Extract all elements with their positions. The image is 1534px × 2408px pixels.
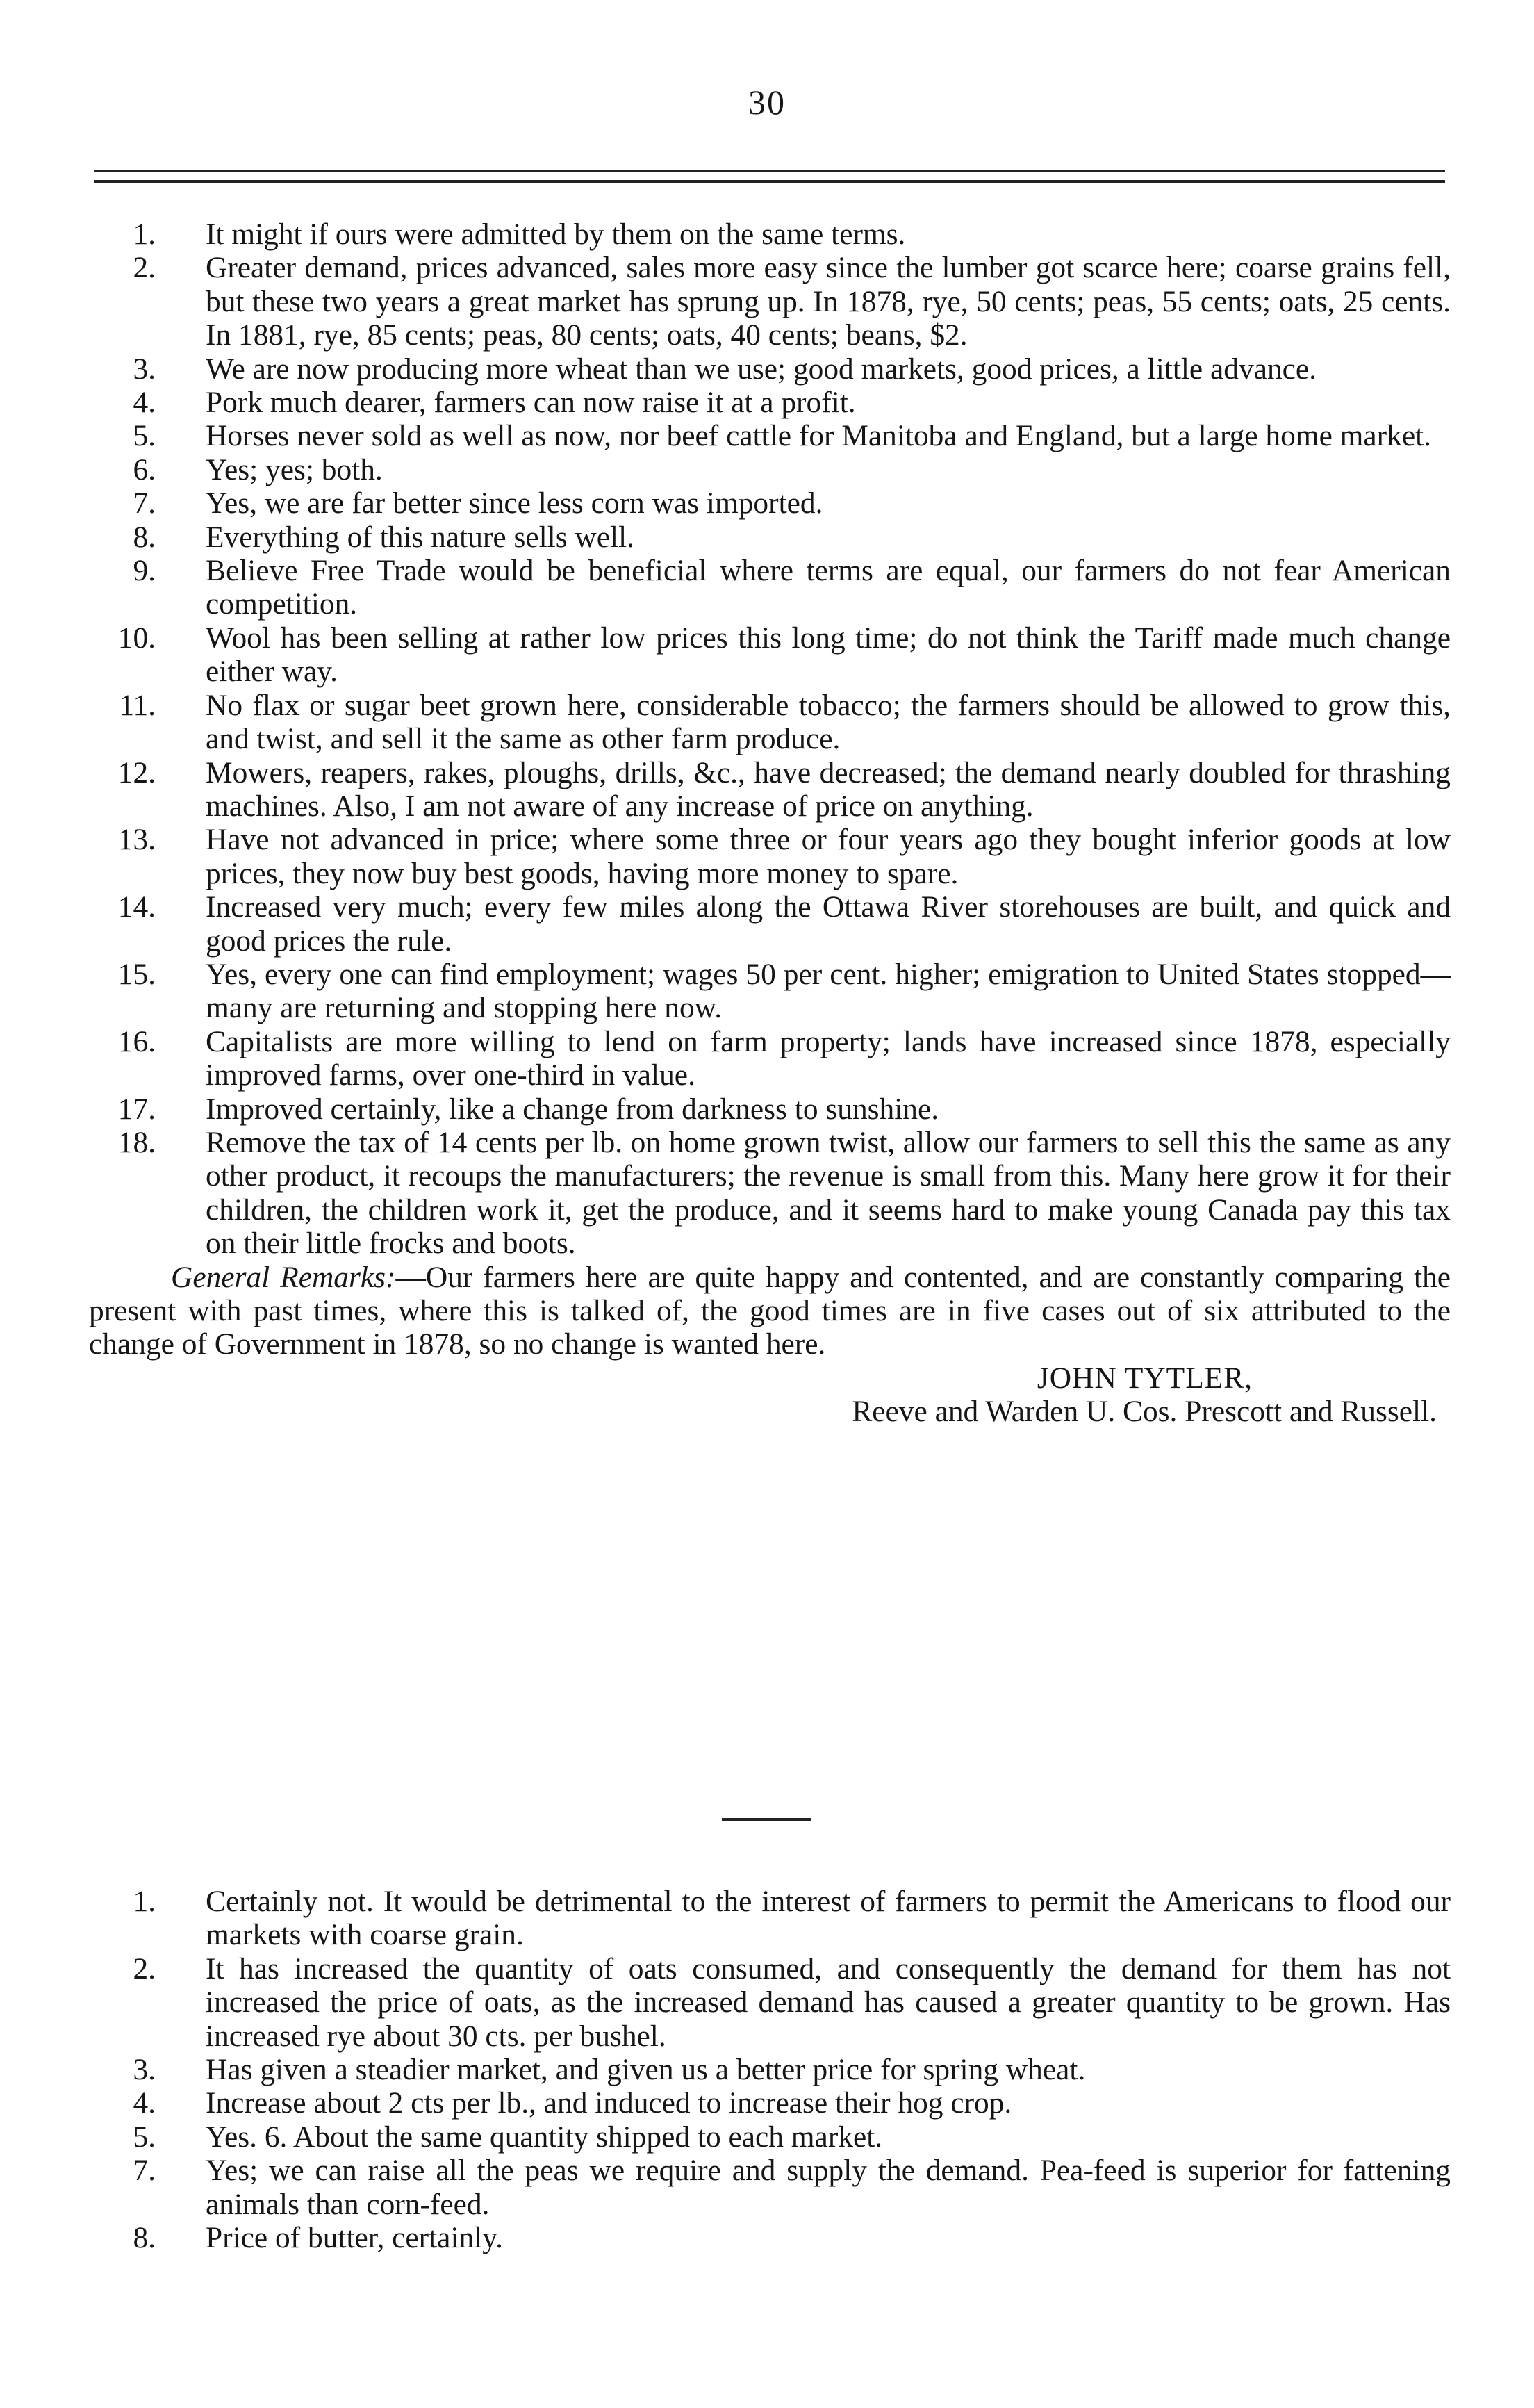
answer-text: Remove the tax of 14 cents per lb. on home grown twist, allow our farmers to sell this the same as any other product, it recoups the manufacturers; the revenue is small from this. Many here grow it for their children, the children work it, get the produce, and it seems hard to make young Canada pay this tax on their little frocks and boots. — [206, 1125, 1451, 1261]
answer-text: Have not advanced in price; where some three or four years ago they bought inferior goods at low prices, they now buy best goods, having more money to spare. — [206, 823, 1451, 890]
answer-text: Horses never sold as well as now, nor beef cattle for Manitoba and England, but a large home market. — [206, 419, 1431, 453]
answer-item — [89, 2086, 1451, 2120]
answer-text: Increase about 2 cts per lb., and induced to increase their hog crop. — [206, 2086, 1012, 2120]
signature-title: Reeve and Warden U. Cos. Prescott and Russell. — [852, 1395, 1437, 1429]
answer-item — [89, 890, 1451, 958]
answer-item — [89, 218, 1451, 251]
answer-text: Mowers, reapers, rakes, ploughs, drills, &c., have decreased; the demand nearly doubled for thrashing machines. Also, I am not aware of any increase of price on anything. — [206, 755, 1451, 823]
answer-item — [89, 1952, 1451, 2053]
answer-text: Pork much dearer, farmers can now raise it at a profit. — [206, 386, 856, 420]
answer-item — [89, 2154, 1451, 2221]
answer-number: 11. — [119, 688, 156, 722]
answer-item — [89, 958, 1451, 1025]
answer-number: 7. — [133, 486, 156, 521]
answer-number: 8. — [133, 2221, 156, 2255]
answer-number: 7. — [133, 2154, 156, 2188]
answers-section-tytler — [89, 218, 1451, 1429]
answer-text: Wool has been selling at rather low prices this long time; do not think the Tariff made much change either way. — [206, 621, 1451, 689]
answer-number: 14. — [117, 890, 156, 924]
answer-item — [89, 1025, 1451, 1092]
answer-number: 2. — [133, 251, 156, 285]
answer-text: Yes, we are far better since less corn was imported. — [206, 486, 823, 521]
answer-text: It has increased the quantity of oats consumed, and consequently the demand for them has not increased the price of oats, as the increased demand has caused a greater quantity to be grown. Has increased rye about 30 cts. per bushel. — [206, 1951, 1451, 2053]
answer-number: 5. — [133, 2120, 156, 2154]
answer-text: Yes. 6. About the same quantity shipped to each market. — [206, 2120, 883, 2154]
answer-item — [89, 2221, 1451, 2254]
answer-item — [89, 823, 1451, 890]
answer-number: 3. — [133, 2053, 156, 2087]
answer-item — [89, 1885, 1451, 1952]
answer-item — [89, 352, 1451, 386]
answer-item — [89, 756, 1451, 824]
answer-text: Increased very much; every few miles along the Ottawa River storehouses are built, and quick and good prices the rule. — [206, 890, 1451, 958]
answer-number: 9. — [133, 554, 156, 588]
page-number: 30 — [748, 83, 786, 122]
answer-text: Certainly not. It would be detrimental to the interest of farmers to permit the Americans to flood our markets with coarse grain. — [206, 1885, 1451, 1952]
answer-text: Improved certainly, like a change from darkness to sunshine. — [206, 1092, 939, 1126]
answer-item — [89, 554, 1451, 621]
answer-text: Capitalists are more willing to lend on farm property; lands have increased since 1878, especially improved farms, over one-third in value. — [206, 1024, 1451, 1092]
answer-item — [89, 2053, 1451, 2086]
signature-name: JOHN TYTLER, — [1037, 1361, 1253, 1395]
answer-text: Price of butter, certainly. — [206, 2221, 503, 2255]
answer-number: 1. — [133, 218, 156, 251]
general-remarks — [89, 1261, 1451, 1361]
answer-number: 8. — [133, 520, 156, 554]
answers-section-second — [89, 1885, 1451, 2254]
answer-item — [89, 689, 1451, 756]
answer-item — [89, 521, 1451, 554]
answer-text: Yes; we can raise all the peas we require and supply the demand. Pea-feed is superior for fattening animals than corn-feed. — [206, 2154, 1451, 2221]
answer-number: 15. — [117, 957, 156, 991]
answer-item — [89, 386, 1451, 419]
answer-number: 2. — [133, 1951, 156, 1985]
answer-item — [89, 251, 1451, 352]
answer-item — [89, 486, 1451, 520]
answer-text: Yes; yes; both. — [206, 452, 383, 486]
answer-list — [89, 218, 1451, 1261]
answer-text: Everything of this nature sells well. — [206, 520, 634, 554]
answer-text: Has given a steadier market, and given us a better price for spring wheat. — [206, 2053, 1086, 2087]
answer-number: 4. — [133, 2086, 156, 2120]
answer-item — [89, 621, 1451, 689]
answer-item — [89, 453, 1451, 486]
general-remarks-label: General Remarks: — [171, 1260, 396, 1294]
answer-number: 1. — [133, 1885, 156, 1918]
answer-number: 13. — [117, 823, 156, 857]
answer-text: It might if ours were admitted by them on the same terms. — [206, 218, 906, 251]
answer-item — [89, 419, 1451, 452]
answer-text: Believe Free Trade would be beneficial where terms are equal, our farmers do not fear American competition. — [206, 554, 1451, 621]
answer-item — [89, 1092, 1451, 1126]
answer-item — [89, 2120, 1451, 2154]
header-double-rule — [94, 170, 1445, 183]
answer-number: 4. — [133, 386, 156, 420]
answer-number: 5. — [133, 419, 156, 453]
answer-text: No flax or sugar beet grown here, considerable tobacco; the farmers should be allowed to grow this, and twist, and sell it the same as other farm produce. — [206, 688, 1451, 756]
answer-text: Greater demand, prices advanced, sales more easy since the lumber got scarce here; coarse grains fell, but these two years a great market has sprung up. In 1878, rye, 50 cents; peas, 55 cents; oats, 25 cents. In 1881, rye, 85 cents; peas, 80 cents; oats, 40 cents; beans, $2. — [206, 251, 1451, 352]
answer-number: 12. — [117, 755, 156, 789]
section-separator — [722, 1818, 811, 1821]
general-remarks-text: —Our farmers here are quite happy and contented, and are constantly comparing the present with past times, where this is talked of, the good times are in five cases out of six attributed to the change of Government in 1878, so no change is wanted here. — [89, 1260, 1451, 1361]
answer-number: 18. — [117, 1125, 156, 1159]
answer-number: 17. — [117, 1092, 156, 1126]
answer-number: 3. — [133, 352, 156, 386]
answer-number: 10. — [117, 621, 156, 655]
answer-item — [89, 1126, 1451, 1261]
answer-text: We are now producing more wheat than we use; good markets, good prices, a little advance. — [206, 352, 1317, 386]
answer-number: 16. — [117, 1024, 156, 1058]
answer-text: Yes, every one can find employment; wages 50 per cent. higher; emigration to United States stopped—many are returning and stopping here now. — [206, 957, 1451, 1025]
answer-number: 6. — [133, 452, 156, 486]
